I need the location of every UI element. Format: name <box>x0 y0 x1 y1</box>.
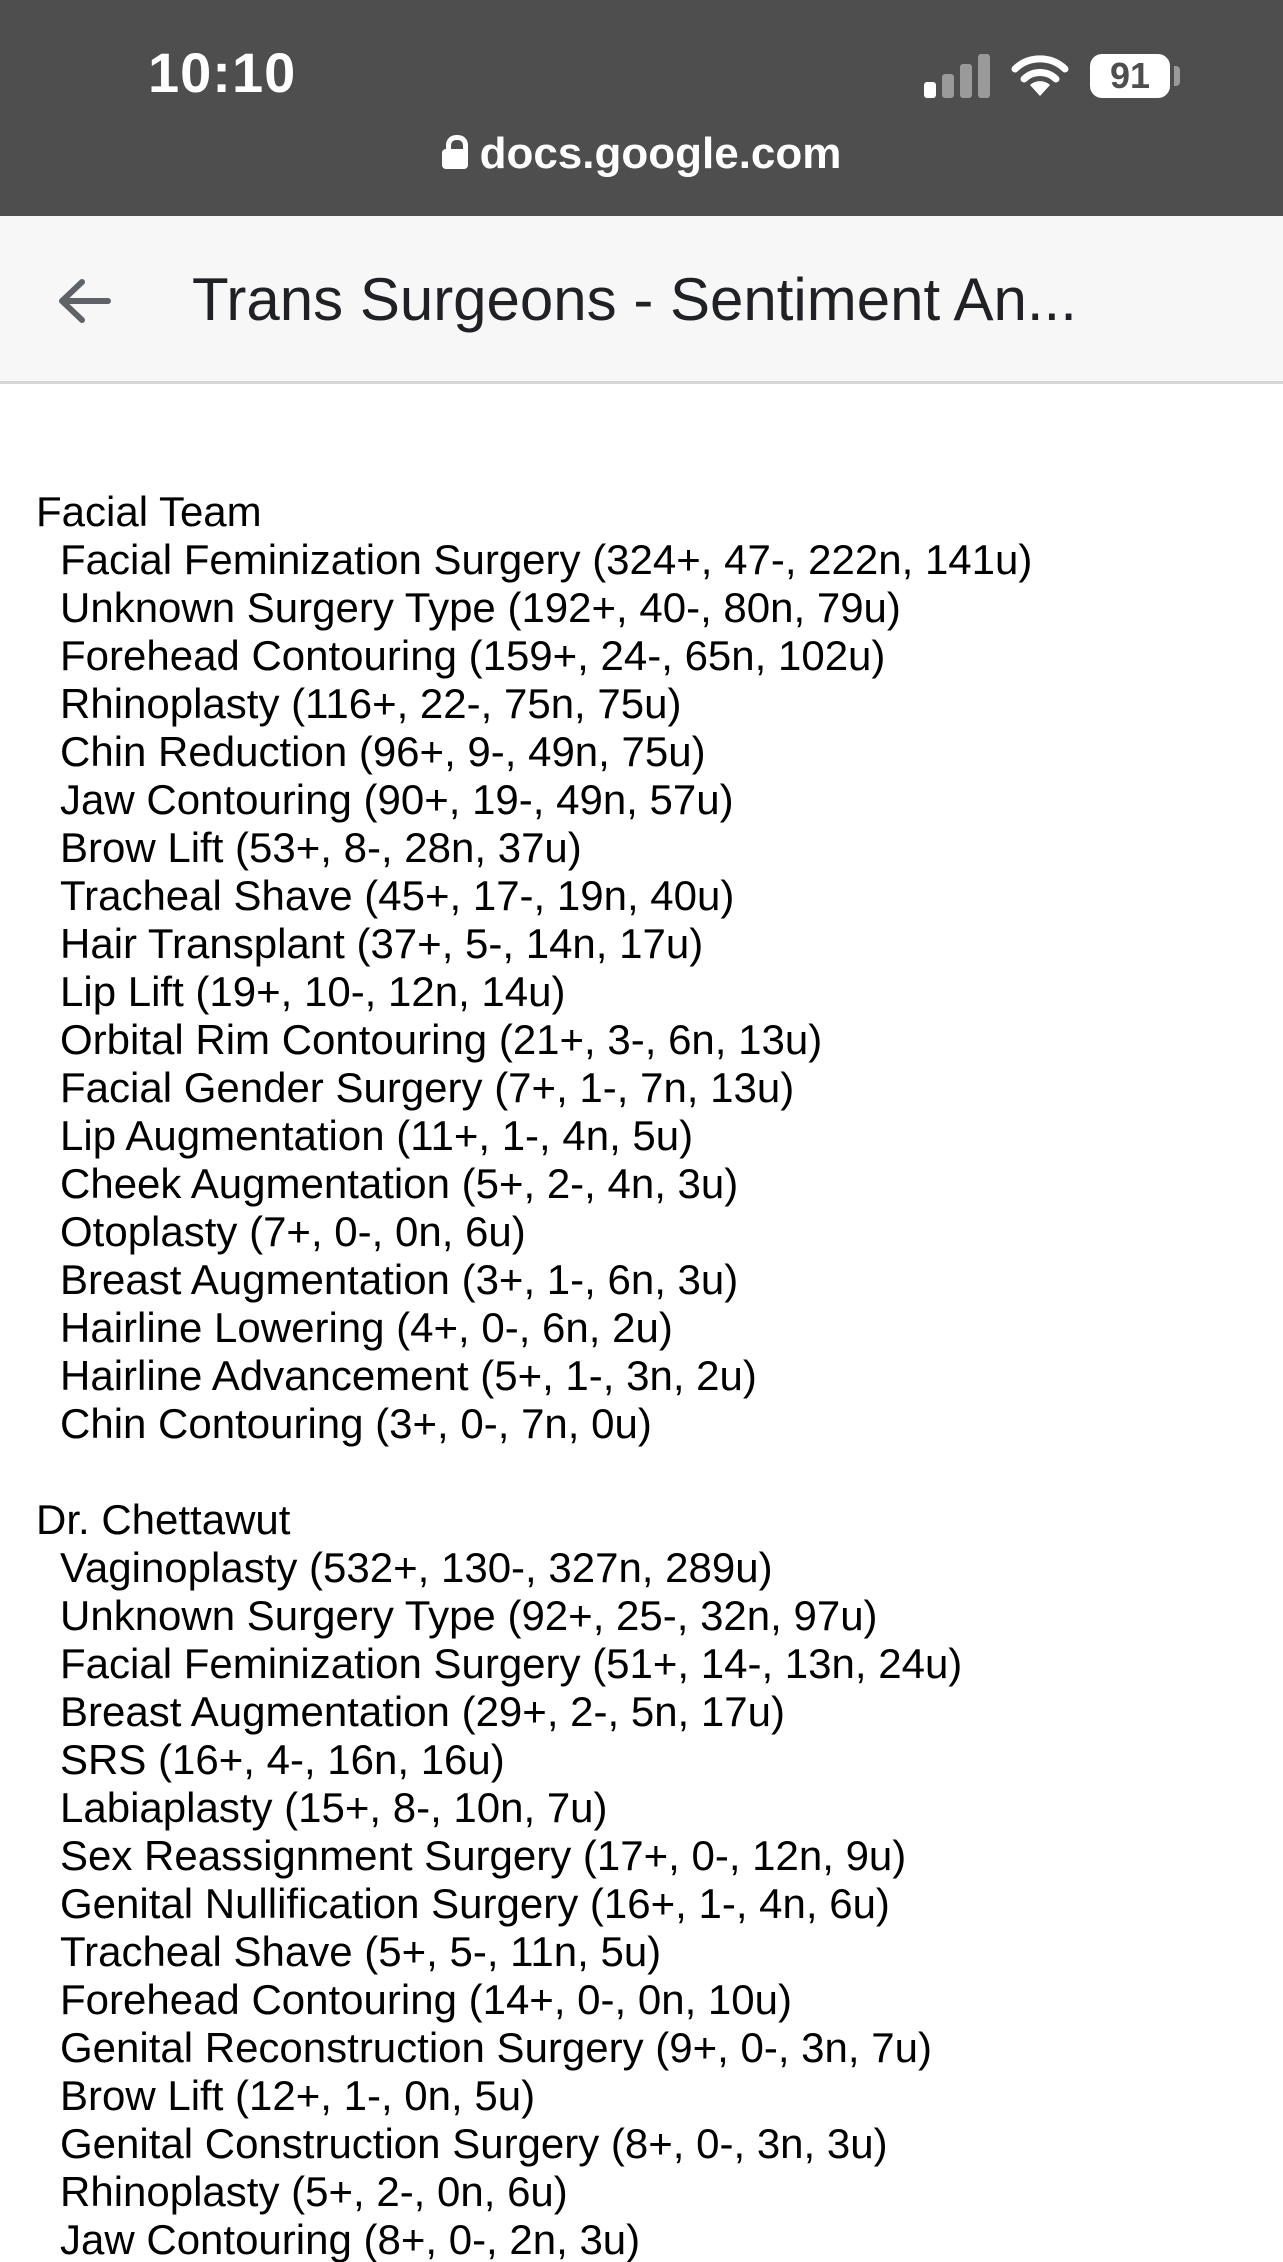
list-item: Cheek Augmentation (5+, 2-, 4n, 3u) <box>60 1160 739 1207</box>
battery-icon: 91 <box>1090 54 1170 98</box>
lock-icon <box>442 135 468 169</box>
list-item: Forehead Contouring (14+, 0-, 0n, 10u) <box>60 1976 792 2023</box>
item-list <box>36 1544 1256 2262</box>
url-text: docs.google.com <box>479 129 842 178</box>
list-item: SRS (16+, 4-, 16n, 16u) <box>60 1736 505 1783</box>
list-item: Jaw Contouring (8+, 0-, 2n, 3u) <box>60 2216 641 2262</box>
list-item: Genital Construction Surgery (8+, 0-, 3n, 3u) <box>60 2120 888 2167</box>
list-item: Orbital Rim Contouring (21+, 3-, 6n, 13u) <box>60 1016 823 1063</box>
address-bar[interactable] <box>0 124 1283 184</box>
document-body <box>36 488 1256 2262</box>
list-item: Lip Lift (19+, 10-, 12n, 14u) <box>60 968 566 1015</box>
list-item: Facial Feminization Surgery (51+, 14-, 13n, 24u) <box>60 1640 963 1687</box>
section-facial-team <box>36 488 1256 1448</box>
list-item: Tracheal Shave (5+, 5-, 11n, 5u) <box>60 1928 662 1975</box>
list-item: Otoplasty (7+, 0-, 0n, 6u) <box>60 1208 526 1255</box>
status-time: 10:10 <box>148 41 297 104</box>
list-item: Chin Contouring (3+, 0-, 7n, 0u) <box>60 1400 652 1447</box>
list-item: Unknown Surgery Type (92+, 25-, 32n, 97u) <box>60 1592 878 1639</box>
back-button[interactable] <box>50 266 120 336</box>
list-item: Rhinoplasty (116+, 22-, 75n, 75u) <box>60 680 682 727</box>
list-item: Facial Gender Surgery (7+, 1-, 7n, 13u) <box>60 1064 795 1111</box>
battery-tip <box>1174 66 1180 86</box>
list-item: Brow Lift (53+, 8-, 28n, 37u) <box>60 824 582 871</box>
list-item: Hairline Lowering (4+, 0-, 6n, 2u) <box>60 1304 673 1351</box>
list-item: Facial Feminization Surgery (324+, 47-, 222n, 141u) <box>60 536 1033 583</box>
list-item: Hair Transplant (37+, 5-, 14n, 17u) <box>60 920 704 967</box>
document-title: Trans Surgeons - Sentiment An... <box>192 266 1077 333</box>
list-item: Vaginoplasty (532+, 130-, 327n, 289u) <box>60 1544 773 1591</box>
list-item: Labiaplasty (15+, 8-, 10n, 7u) <box>60 1784 608 1831</box>
cellular-signal-icon <box>924 54 990 98</box>
list-item: Jaw Contouring (90+, 19-, 49n, 57u) <box>60 776 734 823</box>
doc-title-bar <box>0 216 1283 384</box>
list-item: Lip Augmentation (11+, 1-, 4n, 5u) <box>60 1112 694 1159</box>
list-item: Genital Reconstruction Surgery (9+, 0-, 3n, 7u) <box>60 2024 932 2071</box>
list-item: Tracheal Shave (45+, 17-, 19n, 40u) <box>60 872 735 919</box>
list-item: Genital Nullification Surgery (16+, 1-, 4n, 6u) <box>60 1880 890 1927</box>
section-heading: Dr. Chettawut <box>36 1496 291 1543</box>
list-item: Brow Lift (12+, 1-, 0n, 5u) <box>60 2072 536 2119</box>
section-dr-chettawut <box>36 1496 1256 2262</box>
wifi-icon <box>1010 50 1070 98</box>
section-heading: Facial Team <box>36 488 262 535</box>
list-item: Breast Augmentation (29+, 2-, 5n, 17u) <box>60 1688 785 1735</box>
list-item: Hairline Advancement (5+, 1-, 3n, 2u) <box>60 1352 757 1399</box>
list-item: Unknown Surgery Type (192+, 40-, 80n, 79u) <box>60 584 901 631</box>
item-list <box>36 536 1256 1448</box>
back-arrow-icon <box>58 278 112 324</box>
list-item: Chin Reduction (96+, 9-, 49n, 75u) <box>60 728 706 775</box>
list-item: Breast Augmentation (3+, 1-, 6n, 3u) <box>60 1256 739 1303</box>
list-item: Rhinoplasty (5+, 2-, 0n, 6u) <box>60 2168 568 2215</box>
list-item: Forehead Contouring (159+, 24-, 65n, 102u) <box>60 632 886 679</box>
list-item: Sex Reassignment Surgery (17+, 0-, 12n, 9u) <box>60 1832 907 1879</box>
status-bar <box>0 0 1283 216</box>
